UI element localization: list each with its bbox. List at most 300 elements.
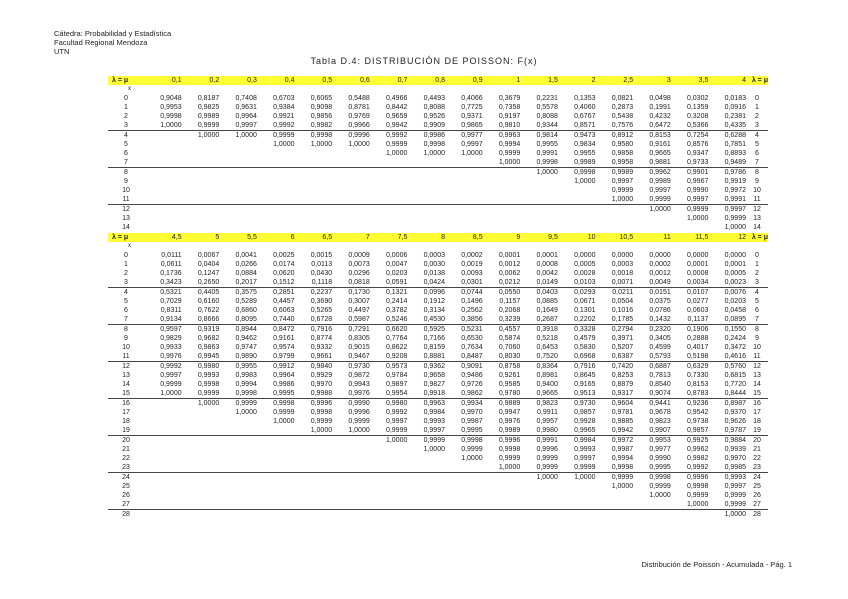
probability-cell: 0,2794 — [596, 325, 634, 335]
probability-cell: 0,0042 — [536, 270, 558, 277]
x-value-right: 2 — [755, 270, 759, 277]
probability-cell: 1,0000 — [461, 455, 483, 462]
probability-cell: 0,8981 — [536, 372, 558, 379]
probability-cell: 0,1785 — [611, 316, 634, 323]
x-value: 1 — [124, 261, 128, 268]
probability-cell: 1,0000 — [461, 150, 483, 157]
probability-cell: 0,3472 — [724, 344, 746, 351]
x-value: 12 — [108, 362, 144, 372]
probability-cell — [370, 454, 408, 463]
probability-cell: 0,0002 — [649, 261, 671, 268]
table-row — [108, 158, 768, 168]
probability-cell — [144, 473, 182, 483]
probability-cell: 0,9998 — [257, 399, 295, 409]
probability-cell — [219, 158, 257, 168]
probability-cell: 0,0591 — [385, 279, 408, 286]
probability-cell: 0,2017 — [235, 279, 257, 286]
probability-cell: 0,1991 — [649, 104, 671, 111]
probability-cell: 0,6620 — [370, 325, 408, 335]
x-value-right: 10 — [753, 344, 761, 351]
lambda-value: 10 — [558, 233, 596, 242]
probability-cell — [257, 454, 295, 463]
probability-cell — [483, 223, 521, 232]
probability-cell: 0,9999 — [273, 409, 295, 416]
probability-cell: 0,7813 — [649, 372, 671, 379]
probability-cell: 0,9955 — [219, 362, 257, 372]
probability-cell: 0,9987 — [461, 418, 483, 425]
probability-cell — [257, 177, 295, 186]
probability-cell — [633, 510, 671, 520]
probability-cell — [182, 408, 220, 417]
probability-cell: 0,8088 — [536, 113, 558, 120]
table-row — [108, 260, 768, 269]
probability-cell: 0,9982 — [686, 455, 709, 462]
probability-cell: 0,9970 — [310, 381, 333, 388]
probability-cell: 0,9925 — [671, 436, 709, 446]
probability-cell — [144, 205, 182, 215]
probability-cell — [295, 205, 333, 215]
probability-cell: 1,0000 — [498, 159, 521, 166]
probability-cell: 1,0000 — [385, 150, 408, 157]
x-value-right: 16 — [746, 399, 768, 409]
probability-cell: 0,9236 — [671, 399, 709, 409]
probability-cell: 0,8758 — [483, 362, 521, 372]
table-row — [108, 121, 768, 131]
probability-cell: 0,9994 — [611, 455, 634, 462]
probability-cell: 0,8540 — [649, 381, 671, 388]
probability-cell: 0,0996 — [407, 288, 445, 298]
probability-cell: 0,9909 — [423, 122, 445, 129]
probability-cell: 0,0375 — [649, 298, 671, 305]
probability-cell — [332, 149, 370, 158]
probability-cell: 0,9626 — [724, 418, 746, 425]
probability-cell: 0,9990 — [686, 187, 709, 194]
probability-cell — [558, 223, 596, 232]
probability-cell: 0,9682 — [197, 335, 220, 342]
probability-cell: 0,9992 — [273, 122, 295, 129]
probability-cell — [332, 436, 370, 446]
probability-cell — [257, 426, 295, 436]
probability-cell — [295, 482, 333, 491]
probability-cell: 0,0884 — [235, 270, 257, 277]
probability-cell: 0,0113 — [311, 261, 333, 268]
probability-cell: 0,9999 — [257, 131, 295, 141]
probability-cell: 0,9999 — [671, 205, 709, 215]
probability-cell: 0,9997 — [649, 187, 671, 194]
probability-cell: 0,0111 — [161, 252, 182, 259]
x-value: 21 — [122, 446, 130, 453]
probability-cell: 0,0821 — [611, 95, 634, 102]
probability-cell: 0,4579 — [574, 335, 596, 342]
probability-cell: 0,0001 — [536, 252, 558, 259]
probability-cell — [483, 482, 521, 491]
table-row — [108, 445, 768, 454]
x-value-right: 4 — [746, 131, 768, 141]
probability-cell: 0,6288 — [708, 131, 746, 141]
probability-cell — [144, 158, 182, 168]
probability-cell: 1,0000 — [219, 131, 257, 141]
probability-cell: 0,9347 — [686, 150, 709, 157]
x-label-row — [108, 85, 768, 94]
probability-cell — [219, 473, 257, 483]
lambda-value: 4 — [708, 76, 746, 85]
probability-cell: 0,0012 — [498, 261, 521, 268]
probability-cell: 0,0174 — [273, 261, 295, 268]
page-footer: Distribución de Poisson - Acumulada - Pág. 1 — [641, 560, 792, 569]
probability-cell: 0,9730 — [558, 399, 596, 409]
probability-cell — [370, 500, 408, 510]
probability-cell — [182, 436, 220, 446]
probability-cell: 0,9825 — [197, 104, 220, 111]
probability-cell: 0,9857 — [574, 409, 596, 416]
probability-cell: 0,9933 — [160, 344, 182, 351]
probability-cell: 0,0550 — [483, 288, 521, 298]
probability-cell: 0,5265 — [310, 307, 333, 314]
probability-cell — [182, 417, 220, 426]
probability-cell: 0,0671 — [574, 298, 596, 305]
probability-cell — [182, 140, 220, 149]
probability-cell: 0,9982 — [310, 122, 333, 129]
lambda-value: 2,5 — [596, 76, 634, 85]
probability-cell: 0,1906 — [671, 325, 709, 335]
probability-cell — [182, 426, 220, 436]
probability-cell: 0,8159 — [423, 344, 445, 351]
probability-cell: 0,9953 — [633, 436, 671, 446]
probability-cell: 1,0000 — [708, 510, 746, 520]
probability-cell: 0,9939 — [724, 446, 746, 453]
probability-cell — [520, 510, 558, 520]
probability-cell: 0,5793 — [649, 353, 671, 360]
x-value: 16 — [108, 399, 144, 409]
probability-cell: 0,9985 — [724, 464, 746, 471]
probability-cell: 0,0212 — [498, 279, 521, 286]
probability-cell: 0,7576 — [611, 122, 634, 129]
probability-cell: 0,9597 — [144, 325, 182, 335]
x-value: 2 — [124, 113, 128, 120]
probability-cell: 0,0203 — [385, 270, 408, 277]
probability-cell: 0,8774 — [310, 335, 333, 342]
probability-cell: 0,0302 — [686, 95, 709, 102]
probability-cell: 0,9665 — [649, 150, 671, 157]
probability-cell: 0,7330 — [686, 372, 709, 379]
probability-cell: 0,1157 — [499, 298, 521, 305]
table-row — [108, 205, 768, 215]
probability-cell: 0,9943 — [348, 381, 370, 388]
probability-cell — [445, 491, 483, 500]
probability-cell: 0,1321 — [370, 288, 408, 298]
probability-cell: 0,8893 — [724, 150, 746, 157]
probability-cell: 0,5207 — [611, 344, 634, 351]
probability-cell: 0,1730 — [332, 288, 370, 298]
probability-cell — [295, 454, 333, 463]
probability-cell: 1,0000 — [611, 196, 634, 203]
probability-cell — [520, 491, 558, 500]
probability-cell: 0,0071 — [611, 279, 634, 286]
probability-cell — [633, 214, 671, 223]
lambda-value: 0,5 — [295, 76, 333, 85]
probability-cell: 0,9992 — [370, 131, 408, 141]
probability-cell: 0,5218 — [536, 335, 558, 342]
probability-cell: 1,0000 — [686, 501, 709, 508]
probability-cell: 0,9489 — [724, 159, 746, 166]
probability-cell: 0,9998 — [536, 159, 558, 166]
probability-cell: 0,8783 — [686, 390, 709, 397]
probability-cell: 0,9998 — [445, 436, 483, 446]
x-value: 25 — [122, 483, 130, 490]
x-value: 2 — [124, 270, 128, 277]
probability-cell — [445, 510, 483, 520]
probability-cell: 0,9998 — [235, 390, 257, 397]
probability-cell: 0,8622 — [385, 344, 408, 351]
probability-cell: 0,2873 — [611, 104, 634, 111]
probability-cell: 0,9998 — [498, 446, 521, 453]
probability-cell: 0,6767 — [574, 113, 596, 120]
probability-cell: 0,9929 — [310, 372, 333, 379]
lambda-value: 0,7 — [370, 76, 408, 85]
probability-cell: 0,9726 — [461, 381, 483, 388]
probability-cell: 0,6968 — [574, 353, 596, 360]
x-value-right: 18 — [753, 418, 761, 425]
probability-cell: 1,0000 — [498, 464, 521, 471]
probability-cell: 0,9999 — [686, 492, 709, 499]
probability-cell: 0,4497 — [348, 307, 370, 314]
probability-cell — [182, 214, 220, 223]
probability-cell: 0,0006 — [385, 252, 408, 259]
probability-cell: 0,3405 — [649, 335, 671, 342]
x-value: 26 — [122, 492, 130, 499]
probability-cell: 0,3208 — [686, 113, 709, 120]
poisson-table-2 — [108, 233, 768, 519]
probability-cell: 0,9999 — [596, 473, 634, 483]
probability-cell: 0,8472 — [257, 325, 295, 335]
probability-cell: 0,0498 — [649, 95, 671, 102]
probability-cell — [219, 454, 257, 463]
probability-cell: 0,9989 — [649, 178, 671, 185]
probability-cell — [407, 177, 445, 186]
probability-cell — [219, 223, 257, 232]
probability-cell — [144, 399, 182, 409]
x-value: 27 — [122, 501, 130, 508]
probability-cell — [332, 463, 370, 473]
probability-cell: 0,9989 — [574, 159, 596, 166]
probability-cell: 1,0000 — [182, 131, 220, 141]
probability-cell — [182, 473, 220, 483]
lambda-value: 0,8 — [407, 76, 445, 85]
probability-cell: 0,9858 — [611, 150, 634, 157]
probability-cell — [370, 223, 408, 232]
probability-cell — [483, 510, 521, 520]
probability-cell: 0,9999 — [160, 381, 182, 388]
probability-cell: 0,7634 — [461, 344, 483, 351]
probability-cell: 0,2687 — [536, 316, 558, 323]
probability-cell: 1,0000 — [423, 446, 445, 453]
probability-cell — [257, 473, 295, 483]
probability-cell: 0,8153 — [633, 131, 671, 141]
probability-cell: 0,9573 — [370, 362, 408, 372]
probability-cell: 0,0073 — [348, 261, 370, 268]
probability-cell — [407, 500, 445, 510]
probability-cell: 0,6329 — [671, 362, 709, 372]
x-value: 13 — [122, 372, 130, 379]
probability-cell — [520, 223, 558, 232]
probability-cell: 0,9984 — [558, 436, 596, 446]
probability-cell — [257, 168, 295, 178]
lambda-value: 3 — [633, 76, 671, 85]
probability-cell — [144, 500, 182, 510]
probability-cell: 0,9332 — [310, 344, 333, 351]
x-value: 22 — [122, 455, 130, 462]
x-value-right: 10 — [753, 187, 761, 194]
x-value-right: 8 — [746, 168, 768, 178]
probability-cell: 0,9964 — [235, 113, 257, 120]
probability-cell: 0,9362 — [407, 362, 445, 372]
x-value-right: 28 — [746, 510, 768, 520]
probability-cell: 0,9997 — [686, 196, 709, 203]
probability-cell: 0,9091 — [445, 362, 483, 372]
probability-cell: 0,9989 — [197, 113, 220, 120]
x-value: 6 — [124, 150, 128, 157]
probability-cell: 0,9890 — [235, 353, 257, 360]
x-label: x — [128, 86, 131, 92]
probability-cell: 0,0301 — [461, 279, 483, 286]
x-value: 7 — [124, 159, 128, 166]
probability-cell: 0,3679 — [498, 95, 521, 102]
probability-cell: 0,9996 — [295, 399, 333, 409]
probability-cell: 0,9993 — [423, 418, 445, 425]
probability-cell: 0,1353 — [574, 95, 596, 102]
x-value: 6 — [124, 307, 128, 314]
probability-cell — [182, 445, 220, 454]
probability-cell: 0,6453 — [536, 344, 558, 351]
table-row — [108, 325, 768, 335]
x-value: 9 — [124, 335, 128, 342]
probability-cell: 0,9996 — [332, 131, 370, 141]
probability-cell: 0,4530 — [423, 316, 445, 323]
probability-cell: 0,9261 — [498, 372, 521, 379]
x-value: 19 — [122, 427, 130, 434]
probability-cell: 0,9827 — [423, 381, 445, 388]
probability-cell: 0,9872 — [348, 372, 370, 379]
probability-cell: 0,9999 — [498, 150, 521, 157]
probability-cell: 0,9998 — [295, 131, 333, 141]
probability-cell: 0,2424 — [724, 335, 746, 342]
probability-cell: 0,4616 — [724, 353, 746, 360]
probability-cell — [407, 482, 445, 491]
x-value-right: 23 — [753, 464, 761, 471]
lambda-value: 7,5 — [370, 233, 408, 242]
table-row — [108, 362, 768, 372]
probability-cell: 0,8881 — [423, 353, 445, 360]
probability-cell: 0,9738 — [686, 418, 709, 425]
probability-cell: 0,9997 — [574, 455, 596, 462]
probability-cell — [445, 168, 483, 178]
x-value-right: 4 — [746, 288, 768, 298]
probability-cell — [295, 223, 333, 232]
probability-cell: 0,0093 — [461, 270, 483, 277]
probability-cell: 0,9998 — [197, 381, 220, 388]
probability-cell — [219, 510, 257, 520]
probability-cell: 0,5830 — [574, 344, 596, 351]
probability-cell: 0,8912 — [596, 131, 634, 141]
probability-cell — [257, 500, 295, 510]
probability-cell — [671, 223, 709, 232]
probability-cell — [370, 195, 408, 205]
x-value-right: 15 — [753, 390, 761, 397]
table-row — [108, 168, 768, 178]
probability-cell — [407, 214, 445, 223]
probability-cell — [558, 195, 596, 205]
probability-cell: 0,5578 — [536, 104, 558, 111]
lambda-value: 8 — [407, 233, 445, 242]
probability-cell — [219, 436, 257, 446]
probability-cell: 0,9885 — [611, 418, 634, 425]
x-value-right: 13 — [753, 215, 761, 222]
lambda-value: 11,5 — [671, 233, 709, 242]
probability-cell: 1,0000 — [633, 205, 671, 215]
x-value-right: 5 — [755, 141, 759, 148]
probability-cell — [182, 482, 220, 491]
probability-cell: 0,0620 — [273, 270, 295, 277]
probability-cell: 0,9856 — [310, 113, 333, 120]
probability-cell — [558, 482, 596, 491]
probability-cell: 0,9999 — [407, 436, 445, 446]
probability-cell — [407, 195, 445, 205]
probability-cell — [370, 510, 408, 520]
probability-cell — [257, 195, 295, 205]
probability-cell: 0,6860 — [235, 307, 257, 314]
probability-cell: 0,1118 — [311, 279, 333, 286]
probability-cell: 0,4405 — [182, 288, 220, 298]
probability-cell: 0,9999 — [219, 399, 257, 409]
probability-cell: 0,8444 — [724, 390, 746, 397]
probability-cell: 0,9999 — [536, 455, 558, 462]
probability-cell — [332, 500, 370, 510]
probability-cell: 0,9962 — [686, 446, 709, 453]
probability-cell — [182, 195, 220, 205]
probability-cell: 0,9997 — [423, 427, 445, 434]
probability-cell: 0,9473 — [558, 131, 596, 141]
probability-cell: 0,9911 — [536, 409, 558, 416]
probability-cell — [483, 168, 521, 178]
probability-cell — [219, 417, 257, 426]
lambda-value: 0,3 — [219, 76, 257, 85]
probability-cell — [144, 436, 182, 446]
x-value: 18 — [122, 418, 130, 425]
probability-cell: 0,0041 — [235, 252, 257, 259]
probability-cell: 0,9998 — [160, 113, 182, 120]
probability-cell — [257, 482, 295, 491]
probability-cell: 0,9997 — [385, 418, 408, 425]
probability-cell: 0,9991 — [520, 436, 558, 446]
probability-cell: 0,2414 — [385, 298, 408, 305]
probability-cell: 0,7720 — [724, 381, 746, 388]
table-row — [108, 343, 768, 352]
probability-cell — [332, 491, 370, 500]
table-row — [108, 334, 768, 343]
probability-cell: 0,9963 — [407, 399, 445, 409]
probability-cell — [182, 177, 220, 186]
header-course: Cátedra: Probabilidad y Estadística — [54, 29, 172, 38]
probability-cell: 0,5987 — [348, 316, 370, 323]
probability-cell — [257, 214, 295, 223]
probability-cell: 0,9823 — [520, 399, 558, 409]
probability-cell: 0,9730 — [332, 362, 370, 372]
probability-cell: 0,3856 — [461, 316, 483, 323]
probability-cell: 0,9784 — [385, 372, 408, 379]
probability-cell: 0,9996 — [671, 473, 709, 483]
probability-cell: 1,0000 — [574, 178, 596, 185]
probability-cell: 0,8944 — [219, 325, 257, 335]
